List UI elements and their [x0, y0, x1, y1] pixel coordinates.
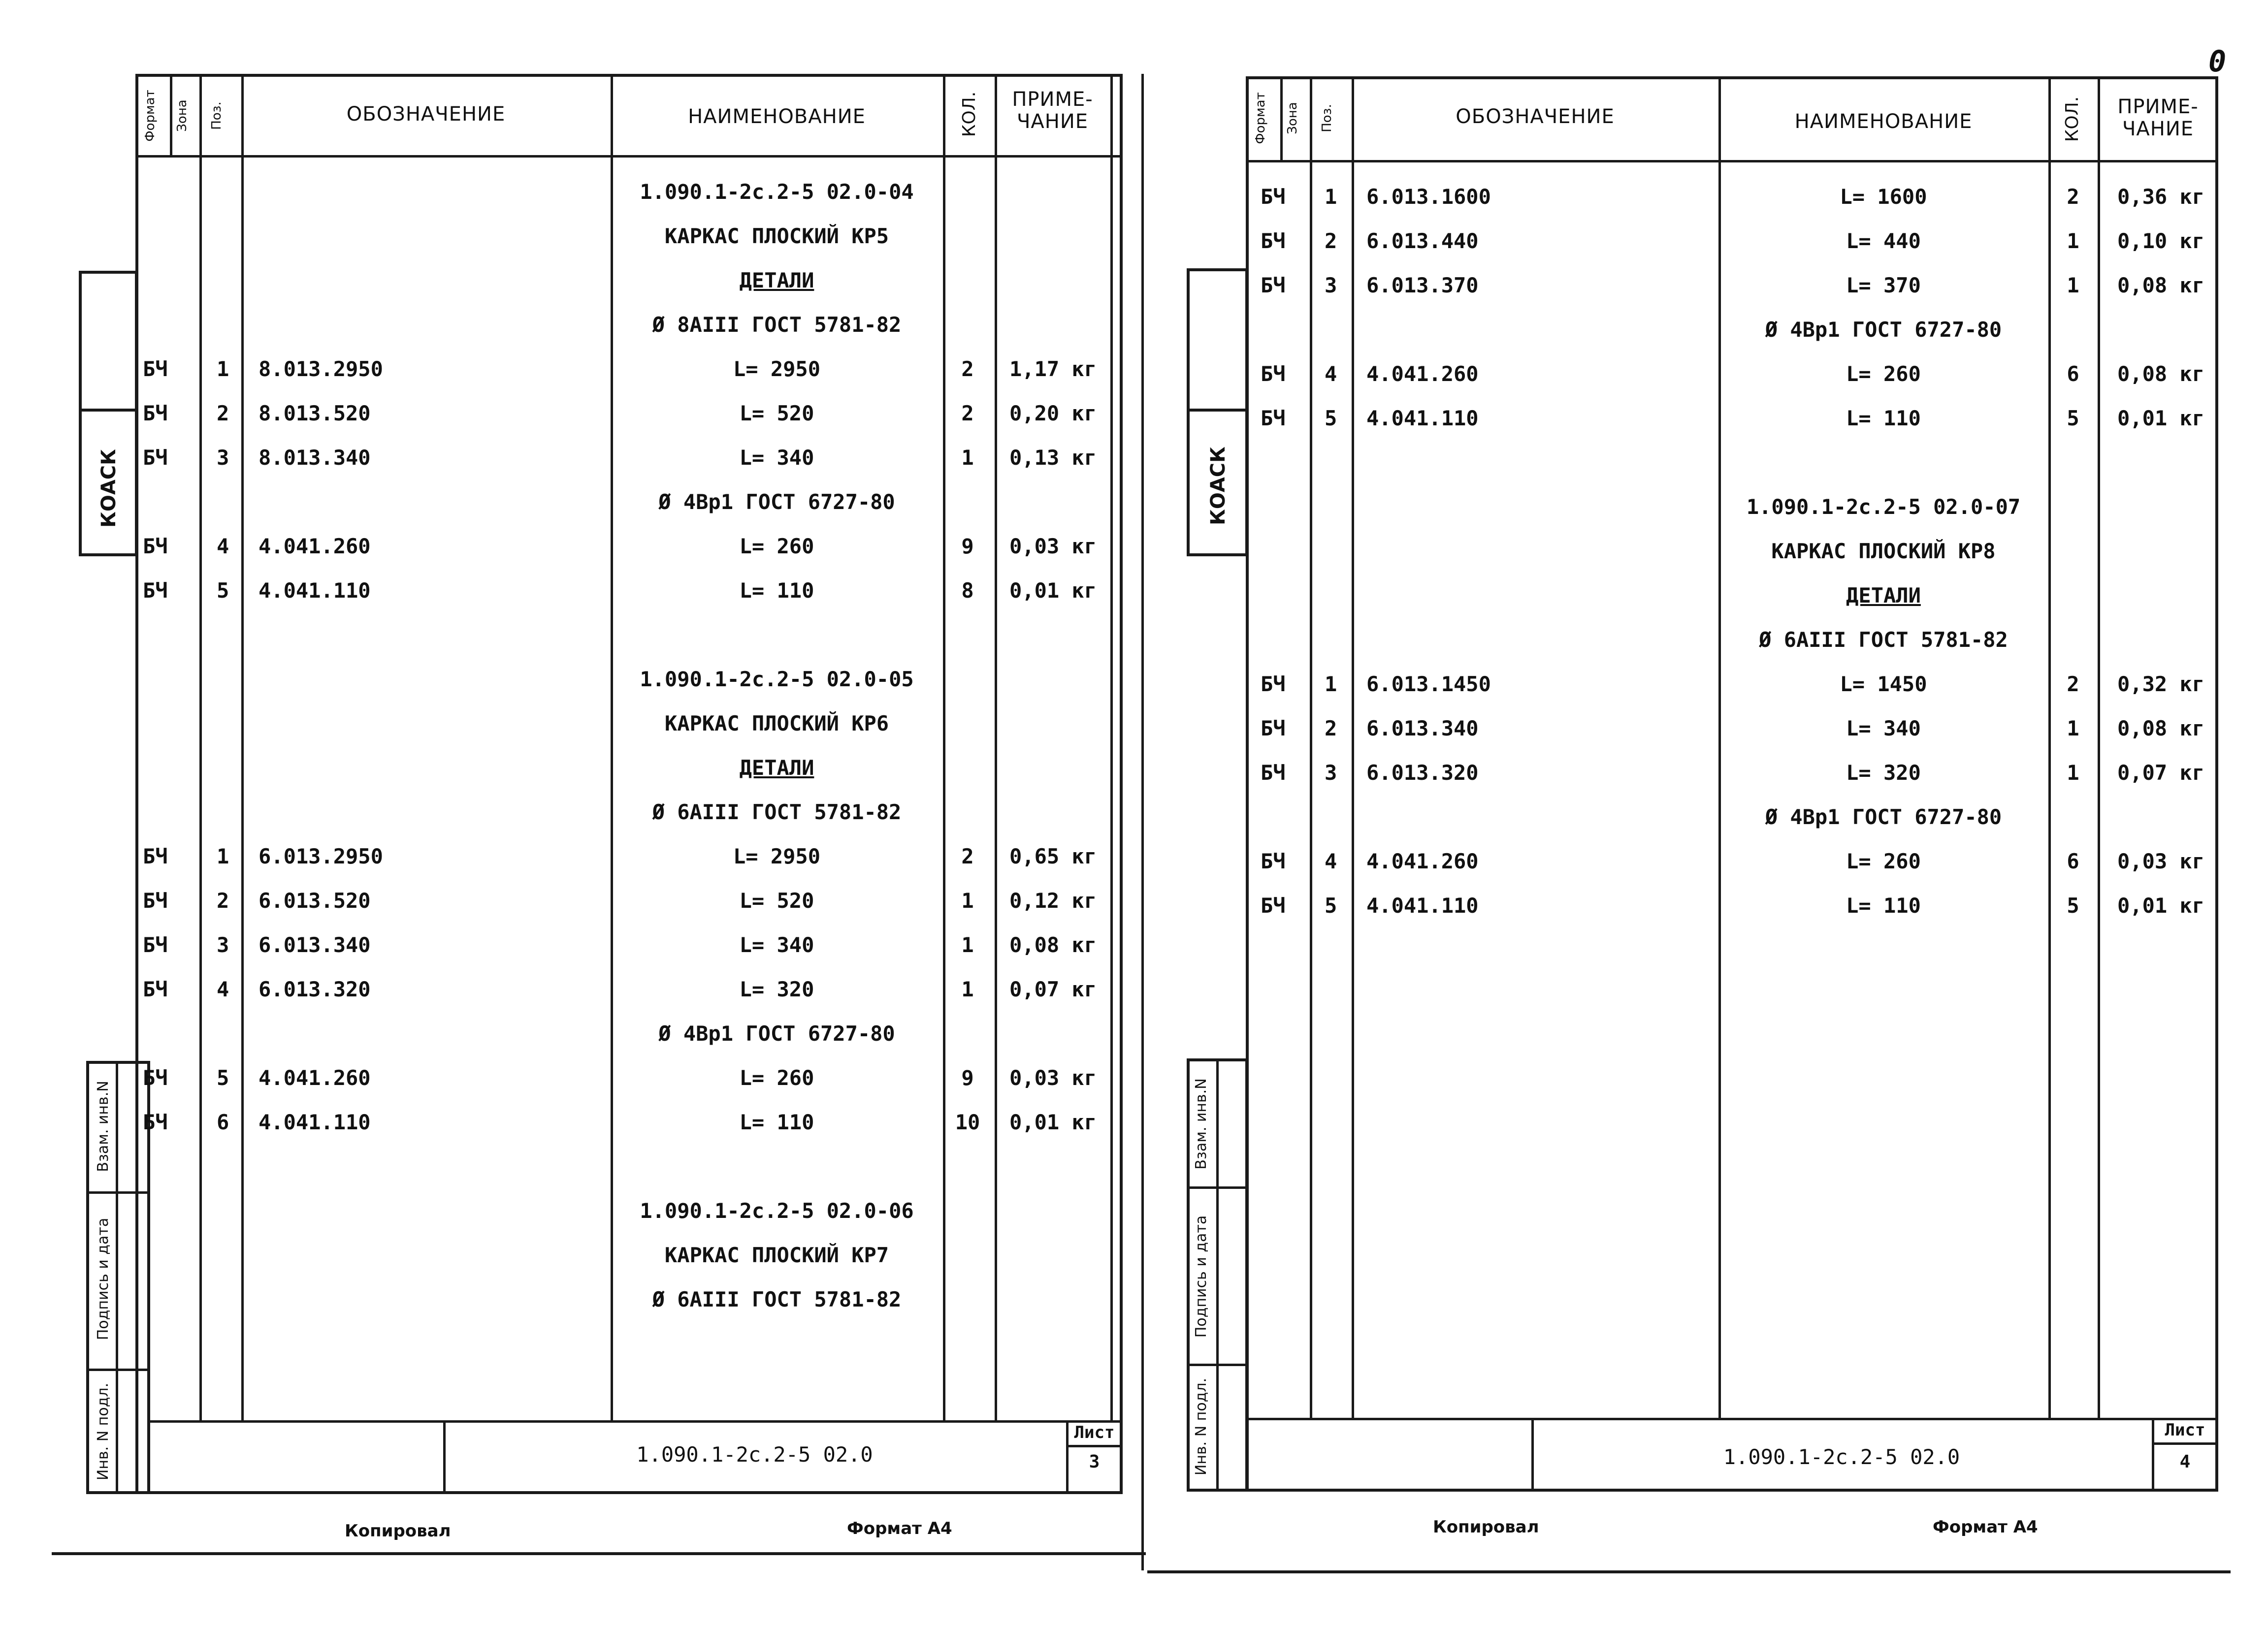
row-quantity: 6: [2067, 362, 2079, 386]
row-name: L= 1450: [1840, 672, 1927, 696]
sheet-separator: [1141, 74, 1144, 1570]
row-name: L= 520: [739, 401, 814, 425]
row-quantity: 1: [2067, 273, 2079, 297]
row-quantity: 1: [2067, 229, 2079, 253]
row-note: 0,03 кг: [2117, 849, 2205, 873]
side-label-vzam: Взам. инв.N: [1193, 1078, 1210, 1170]
row-format: БЧ: [143, 578, 168, 603]
row-name: 1.090.1-2с.2-5 02.0-07: [1746, 495, 2021, 519]
row-position: 4: [1325, 362, 1337, 386]
row-quantity: 10: [955, 1110, 980, 1134]
header-bottom-line: [1246, 160, 2218, 162]
row-name: L= 1600: [1840, 185, 1927, 209]
row-note: 0,07 кг: [1009, 977, 1097, 1001]
row-name: Ø 6АIII ГОСТ 5781-82: [652, 1287, 902, 1311]
header-designation: ОБОЗНАЧЕНИЕ: [346, 103, 506, 126]
row-quantity: 2: [961, 401, 974, 425]
row-format: БЧ: [1261, 273, 1286, 297]
row-format: БЧ: [1261, 716, 1286, 740]
row-designation: 6.013.340: [1366, 716, 1479, 740]
row-note: 0,08 кг: [2117, 716, 2205, 740]
row-note: 0,36 кг: [2117, 185, 2205, 209]
row-designation: 6.013.520: [259, 889, 371, 913]
row-format: БЧ: [143, 534, 168, 558]
row-name: Ø 4Вр1 ГОСТ 6727-80: [1765, 805, 2002, 829]
row-note: 1,17 кг: [1009, 357, 1097, 381]
col-divider-pos: [1310, 76, 1312, 1418]
row-name: 1.090.1-2с.2-5 02.0-04: [640, 180, 914, 204]
row-position: 1: [217, 844, 229, 868]
header-zone: Зона: [1285, 102, 1300, 134]
row-name: Ø 6АIII ГОСТ 5781-82: [652, 800, 902, 824]
row-name: Ø 6АIII ГОСТ 5781-82: [1759, 628, 2008, 652]
footer-copied: Копировал: [345, 1521, 451, 1541]
header-note-2: ЧАНИЕ: [2122, 118, 2194, 140]
row-name: L= 370: [1846, 273, 1921, 297]
col-divider-note: [2098, 76, 2100, 1418]
row-format: БЧ: [143, 1110, 168, 1134]
row-position: 1: [217, 357, 229, 381]
row-name: L= 440: [1846, 229, 1921, 253]
page-number: 4: [2179, 1452, 2191, 1472]
row-designation: 4.041.110: [1366, 406, 1479, 430]
row-format: БЧ: [143, 1066, 168, 1090]
row-name: 1.090.1-2с.2-5 02.0-06: [640, 1199, 914, 1223]
row-name: ДЕТАЛИ: [739, 756, 814, 780]
row-quantity: 2: [961, 357, 974, 381]
row-name: Ø 4Вр1 ГОСТ 6727-80: [658, 1021, 895, 1046]
row-name: Ø 4Вр1 ГОСТ 6727-80: [1765, 318, 2002, 342]
footer-copied: Копировал: [1433, 1517, 1539, 1537]
row-format: БЧ: [1261, 229, 1286, 253]
row-format: БЧ: [1261, 362, 1286, 386]
row-position: 3: [217, 446, 229, 470]
side-stamps-inner: [1216, 1058, 1219, 1492]
row-designation: 4.041.260: [1366, 362, 1479, 386]
row-name: КАРКАС ПЛОСКИЙ КР7: [664, 1243, 889, 1267]
title-block-code: 1.090.1-2с.2-5 02.0: [636, 1442, 873, 1467]
side-label-podpis: Подпись и дата: [95, 1217, 112, 1341]
row-quantity: 2: [961, 844, 974, 868]
row-quantity: 9: [961, 1066, 974, 1090]
row-position: 4: [217, 534, 229, 558]
side-label-koask: КОАСК: [97, 449, 120, 528]
row-designation: 6.013.2950: [259, 844, 383, 868]
row-name: L= 260: [1846, 362, 1921, 386]
row-name: L= 2950: [733, 357, 820, 381]
row-designation: 8.013.2950: [259, 357, 383, 381]
row-quantity: 1: [961, 977, 974, 1001]
side-box-top: [1187, 268, 1248, 409]
row-note: 0,08 кг: [1009, 933, 1097, 957]
row-designation: 6.013.370: [1366, 273, 1479, 297]
col-divider-zone: [1280, 76, 1283, 160]
row-position: 2: [1325, 716, 1337, 740]
row-name: ДЕТАЛИ: [1846, 583, 1921, 607]
row-name: L= 110: [1846, 406, 1921, 430]
row-note: 0,08 кг: [2117, 362, 2205, 386]
row-position: 5: [217, 578, 229, 603]
row-format: БЧ: [1261, 406, 1286, 430]
header-zone: Зона: [175, 99, 190, 132]
row-note: 0,65 кг: [1009, 844, 1097, 868]
title-block-top-line: [1246, 1418, 2218, 1420]
row-name: L= 340: [739, 446, 814, 470]
row-position: 5: [217, 1066, 229, 1090]
side-label-inv: Инв. N подл.: [95, 1382, 112, 1481]
row-note: 0,13 кг: [1009, 446, 1097, 470]
row-name: 1.090.1-2с.2-5 02.0-05: [640, 667, 914, 691]
row-quantity: 2: [2067, 672, 2079, 696]
row-designation: 4.041.110: [1366, 894, 1479, 918]
title-block-code: 1.090.1-2с.2-5 02.0: [1723, 1445, 1960, 1469]
row-position: 4: [217, 977, 229, 1001]
row-format: БЧ: [1261, 672, 1286, 696]
row-quantity: 8: [961, 578, 974, 603]
header-pos: Поз.: [1320, 104, 1334, 132]
row-designation: 4.041.260: [259, 1066, 371, 1090]
row-position: 3: [217, 933, 229, 957]
row-format: БЧ: [1261, 185, 1286, 209]
footer-format: Формат А4: [1933, 1517, 2038, 1537]
row-quantity: 6: [2067, 849, 2079, 873]
row-note: 0,12 кг: [1009, 889, 1097, 913]
row-quantity: 5: [2067, 894, 2079, 918]
row-designation: 4.041.260: [259, 534, 371, 558]
row-name: L= 320: [1846, 761, 1921, 785]
row-position: 5: [1325, 406, 1337, 430]
row-position: 6: [217, 1110, 229, 1134]
row-format: БЧ: [1261, 894, 1286, 918]
row-name: L= 110: [1846, 894, 1921, 918]
row-name: L= 340: [739, 933, 814, 957]
side-label-vzam: Взам. инв.N: [95, 1081, 112, 1172]
header-designation: ОБОЗНАЧЕНИЕ: [1456, 105, 1615, 128]
row-name: L= 260: [739, 534, 814, 558]
header-note-1: ПРИМЕ-: [2117, 96, 2199, 118]
row-name: L= 110: [739, 578, 814, 603]
row-position: 1: [1325, 672, 1337, 696]
row-position: 2: [217, 889, 229, 913]
header-name: НАИМЕНОВАНИЕ: [688, 105, 866, 128]
row-designation: 4.041.110: [259, 1110, 371, 1134]
row-format: БЧ: [143, 401, 168, 425]
row-quantity: 1: [961, 889, 974, 913]
row-position: 4: [1325, 849, 1337, 873]
header-qty: КОЛ.: [959, 91, 979, 137]
row-format: БЧ: [1261, 849, 1286, 873]
row-designation: 8.013.520: [259, 401, 371, 425]
row-position: 2: [1325, 229, 1337, 253]
row-name: L= 260: [1846, 849, 1921, 873]
row-designation: 4.041.110: [259, 578, 371, 603]
header-format: Формат: [1253, 92, 1268, 144]
row-format: БЧ: [143, 446, 168, 470]
row-designation: 6.013.320: [1366, 761, 1479, 785]
row-quantity: 1: [961, 933, 974, 957]
row-name: КАРКАС ПЛОСКИЙ КР8: [1771, 539, 1996, 563]
row-note: 0,03 кг: [1009, 1066, 1097, 1090]
row-position: 1: [1325, 185, 1337, 209]
row-designation: 6.013.1450: [1366, 672, 1491, 696]
header-format: Формат: [143, 90, 158, 142]
side-label-koask: КОАСК: [1207, 447, 1230, 525]
row-note: 0,01 кг: [1009, 578, 1097, 603]
row-name: КАРКАС ПЛОСКИЙ КР5: [664, 224, 889, 248]
row-format: БЧ: [143, 889, 168, 913]
col-divider-designation: [1352, 76, 1354, 1418]
row-note: 0,20 кг: [1009, 401, 1097, 425]
row-designation: 8.013.340: [259, 446, 371, 470]
title-block-list-line: [2152, 1442, 2218, 1445]
row-name: Ø 8АIII ГОСТ 5781-82: [652, 313, 902, 337]
page-number: 3: [1089, 1452, 1100, 1472]
row-designation: 6.013.1600: [1366, 185, 1491, 209]
row-name: L= 2950: [733, 844, 820, 868]
row-position: 3: [1325, 761, 1337, 785]
header-name: НАИМЕНОВАНИЕ: [1794, 110, 1973, 133]
row-name: L= 260: [739, 1066, 814, 1090]
row-quantity: 5: [2067, 406, 2079, 430]
row-name: ДЕТАЛИ: [739, 268, 814, 292]
corner-mark: 0: [2208, 44, 2227, 79]
row-note: 0,08 кг: [2117, 273, 2205, 297]
side-label-inv: Инв. N подл.: [1193, 1377, 1210, 1476]
row-name: L= 340: [1846, 716, 1921, 740]
row-note: 0,10 кг: [2117, 229, 2205, 253]
row-position: 5: [1325, 894, 1337, 918]
title-block-list-label: Лист: [1074, 1423, 1115, 1442]
header-note-2: ЧАНИЕ: [1016, 110, 1089, 133]
row-note: 0,07 кг: [2117, 761, 2205, 785]
row-format: БЧ: [143, 844, 168, 868]
footer-format: Формат А4: [847, 1519, 952, 1538]
row-name: L= 110: [739, 1110, 814, 1134]
row-quantity: 2: [2067, 185, 2079, 209]
header-pos: Поз.: [209, 101, 224, 130]
row-position: 3: [1325, 273, 1337, 297]
row-designation: 6.013.340: [259, 933, 371, 957]
row-designation: 4.041.260: [1366, 849, 1479, 873]
row-name: КАРКАС ПЛОСКИЙ КР6: [664, 711, 889, 735]
row-note: 0,01 кг: [1009, 1110, 1097, 1134]
row-quantity: 1: [2067, 761, 2079, 785]
row-note: 0,03 кг: [1009, 534, 1097, 558]
side-label-podpis: Подпись и дата: [1193, 1215, 1210, 1338]
row-note: 0,01 кг: [2117, 894, 2205, 918]
title-block-list-label: Лист: [2165, 1420, 2205, 1440]
row-note: 0,32 кг: [2117, 672, 2205, 696]
row-position: 2: [217, 401, 229, 425]
row-note: 0,01 кг: [2117, 406, 2205, 430]
row-quantity: 1: [2067, 716, 2079, 740]
header-note-1: ПРИМЕ-: [1012, 88, 1093, 111]
row-quantity: 1: [961, 446, 974, 470]
header-qty: КОЛ.: [2062, 96, 2082, 142]
row-format: БЧ: [143, 933, 168, 957]
row-format: БЧ: [143, 977, 168, 1001]
row-designation: 6.013.320: [259, 977, 371, 1001]
row-name: L= 520: [739, 889, 814, 913]
row-name: Ø 4Вр1 ГОСТ 6727-80: [658, 490, 895, 514]
row-format: БЧ: [143, 357, 168, 381]
row-format: БЧ: [1261, 761, 1286, 785]
row-quantity: 9: [961, 534, 974, 558]
row-name: L= 320: [739, 977, 814, 1001]
row-designation: 6.013.440: [1366, 229, 1479, 253]
